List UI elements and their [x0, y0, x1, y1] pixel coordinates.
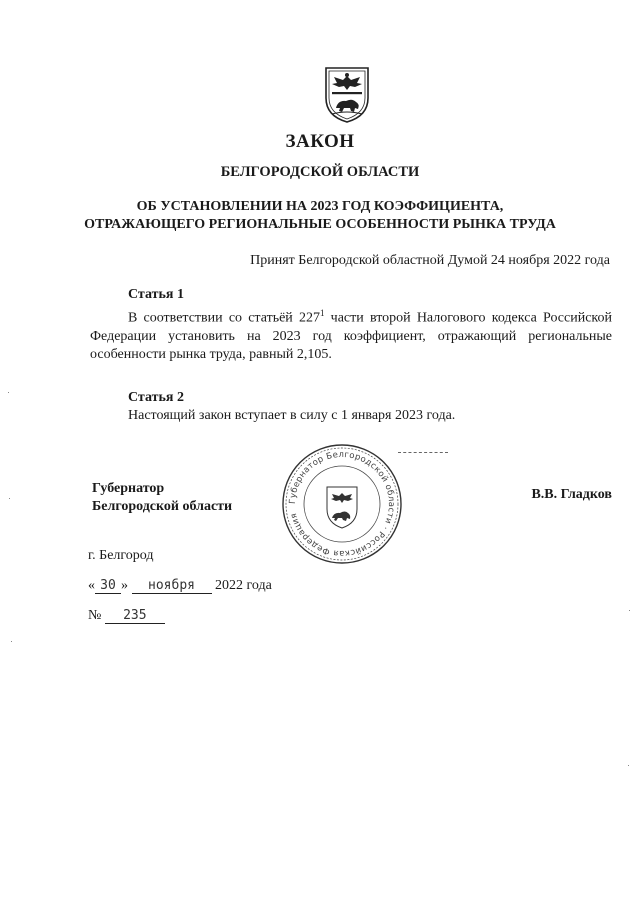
signatory-position [92, 480, 232, 516]
date-year: 2022 года [215, 578, 272, 593]
law-subject-line-1: ОБ УСТАНОВЛЕНИИ НА 2023 ГОД КОЭФФИЦИЕНТА, [136, 199, 504, 214]
date-open-quote: « [88, 578, 95, 593]
scan-speck [629, 610, 630, 611]
adoption-note: Принят Белгородской областной Думой 24 ноября 2022 года [250, 253, 610, 268]
number-value: 235 [105, 608, 165, 624]
signature-mark [398, 452, 448, 453]
coat-of-arms-icon [322, 64, 372, 124]
article-2-text: Настоящий закон вступает в силу с 1 января 2023 года. [128, 408, 456, 423]
scan-speck [628, 765, 629, 766]
scan-speck [9, 498, 10, 499]
place-of-signing: г. Белгород [88, 548, 154, 563]
seal-text: Губернатор Белгородской области · Российская Федерация [287, 449, 397, 559]
law-number [88, 608, 165, 624]
article-1-heading: Статья 1 [128, 287, 184, 302]
document-title: ЗАКОН [285, 131, 355, 152]
number-label: № [88, 608, 102, 623]
date-month: ноября [132, 578, 212, 594]
article-1-text-start: В соответствии со статьёй 227 [128, 310, 320, 326]
article-1-text [90, 304, 612, 364]
law-subject [0, 198, 640, 234]
law-subject-line-2: ОТРАЖАЮЩЕГО РЕГИОНАЛЬНЫЕ ОСОБЕННОСТИ РЫНКА ТРУДА [84, 217, 556, 232]
date-day: 30 [95, 578, 121, 594]
official-seal-icon [281, 443, 403, 565]
date-close-quote: » [121, 578, 128, 593]
signatory-position-line-1: Губернатор [92, 481, 165, 496]
scan-speck [8, 392, 9, 393]
article-1-superscript: 1 [319, 308, 325, 318]
article-2-heading: Статья 2 [128, 390, 184, 405]
region-name: БЕЛГОРОДСКОЙ ОБЛАСТИ [220, 164, 420, 180]
signatory-name: В.В. Гладков [531, 487, 612, 502]
scan-speck [11, 641, 12, 642]
signing-date [88, 578, 272, 594]
signatory-position-line-2: Белгородской области [92, 499, 233, 514]
article-1-text-end: части второй Налогового кодекса Российской Федерации установить на 2023 год коэффициент, отражающий региональные особенности рынка труда, равный 2,105. [90, 310, 612, 362]
